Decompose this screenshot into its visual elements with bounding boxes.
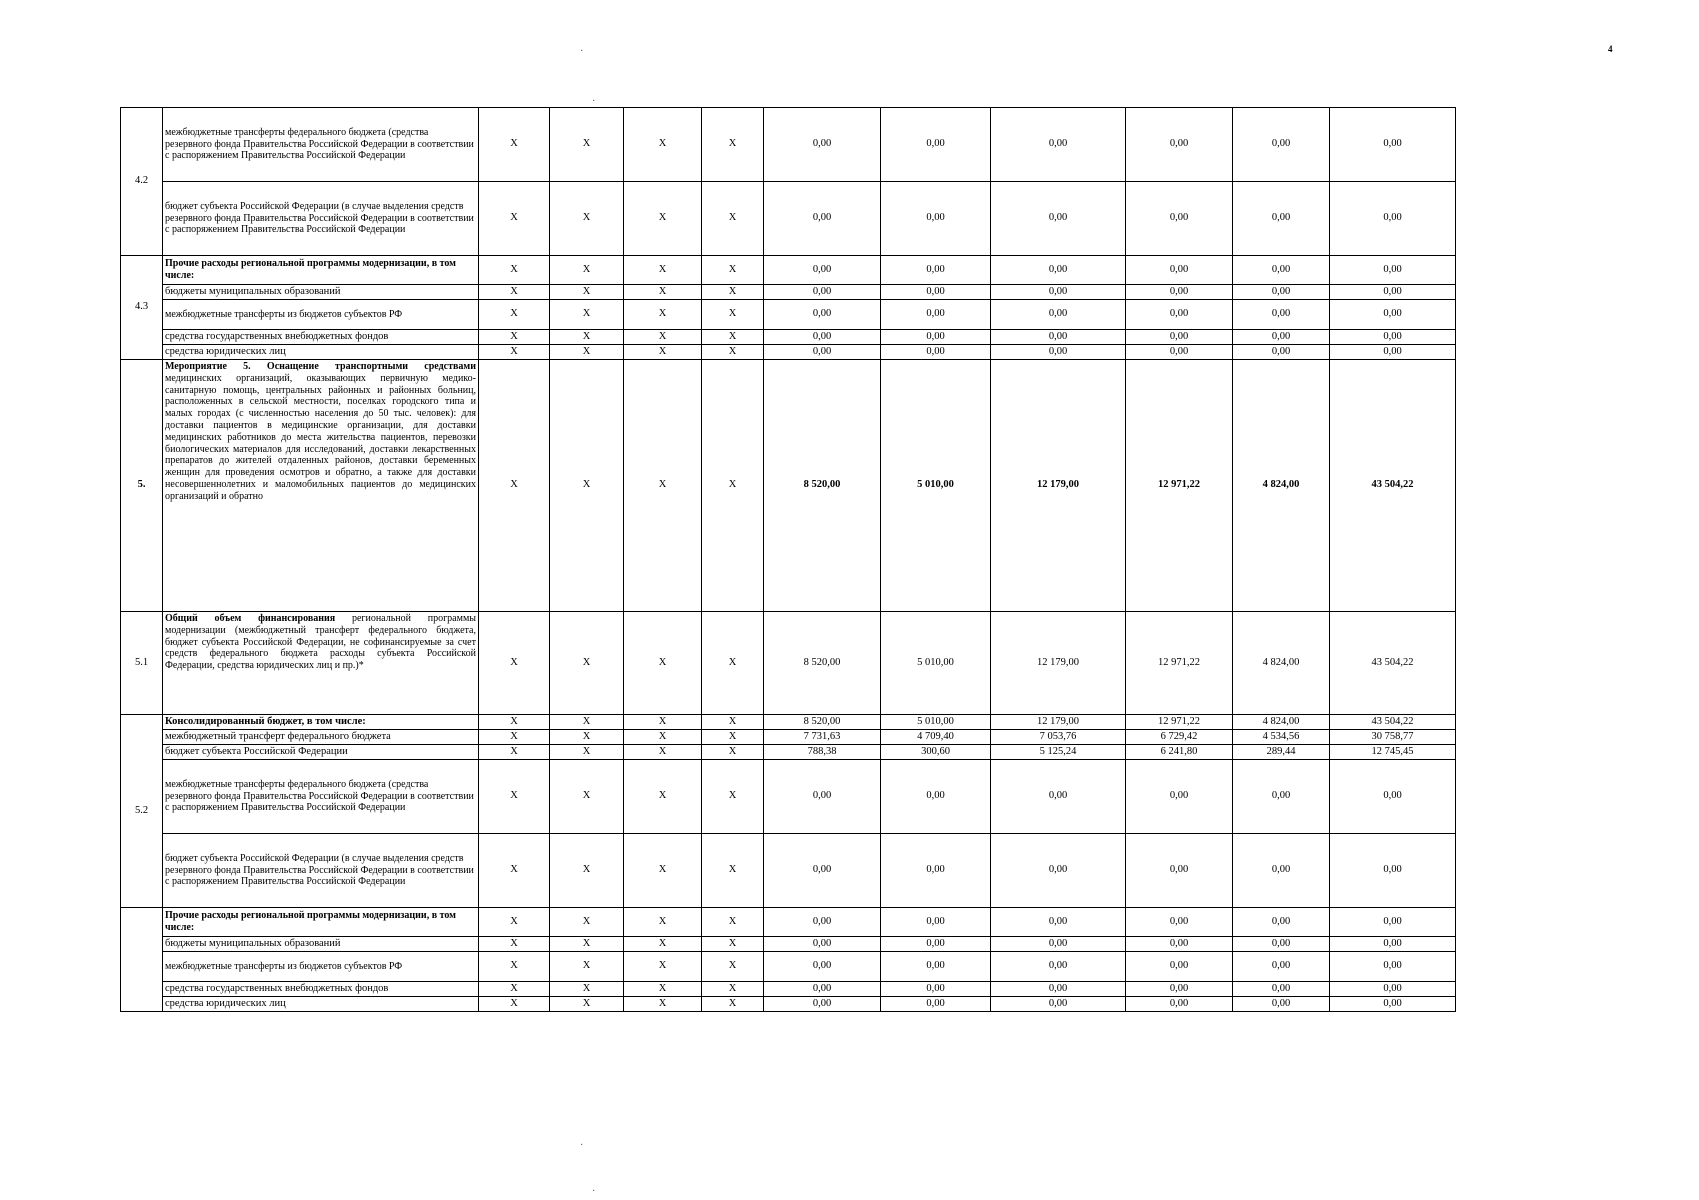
amount-cell: 0,00: [881, 285, 991, 300]
amount-cell: 8 520,00: [764, 715, 881, 730]
table-row: [121, 182, 1456, 256]
row-index-cell: 5.: [121, 360, 163, 612]
table-row: [121, 108, 1456, 182]
x-mark-cell: X: [702, 360, 764, 612]
amount-cell: 12 179,00: [991, 715, 1126, 730]
table-row: [121, 952, 1456, 982]
x-mark-cell: X: [479, 182, 550, 256]
amount-cell: 0,00: [881, 345, 991, 360]
x-mark-cell: X: [702, 285, 764, 300]
amount-cell: 0,00: [1233, 182, 1330, 256]
x-mark-cell: X: [479, 952, 550, 982]
description-cell: [163, 360, 479, 612]
x-mark-cell: X: [624, 730, 702, 745]
x-mark-cell: X: [550, 108, 624, 182]
x-mark-cell: X: [702, 937, 764, 952]
amount-cell: 0,00: [1233, 982, 1330, 997]
amount-cell: 0,00: [1233, 285, 1330, 300]
description-bold-part: Общий объем финансирования: [165, 613, 336, 624]
amount-cell: 5 010,00: [881, 360, 991, 612]
x-mark-cell: X: [479, 108, 550, 182]
x-mark-cell: X: [550, 182, 624, 256]
table-body: [121, 108, 1456, 1012]
x-mark-cell: X: [550, 908, 624, 937]
x-mark-cell: X: [702, 108, 764, 182]
amount-cell: 5 010,00: [881, 715, 991, 730]
row-index-cell: 5.2: [121, 715, 163, 908]
amount-cell: 0,00: [991, 108, 1126, 182]
table-row: [121, 256, 1456, 285]
amount-cell: 8 520,00: [764, 612, 881, 715]
description-cell: Консолидированный бюджет, в том числе:: [163, 715, 479, 730]
amount-cell: 8 520,00: [764, 360, 881, 612]
amount-cell: 788,38: [764, 745, 881, 760]
description-cell: средства государственных внебюджетных фондов: [163, 982, 479, 997]
amount-cell: 12 179,00: [991, 360, 1126, 612]
amount-cell: 0,00: [1126, 982, 1233, 997]
amount-cell: 0,00: [764, 108, 881, 182]
amount-cell: 12 971,22: [1126, 612, 1233, 715]
amount-cell: 5 010,00: [881, 612, 991, 715]
amount-cell: 0,00: [991, 760, 1126, 834]
row-index-cell: [121, 908, 163, 1012]
amount-cell: 12 971,22: [1126, 715, 1233, 730]
amount-cell: 12 971,22: [1126, 360, 1233, 612]
amount-cell: 0,00: [1126, 256, 1233, 285]
x-mark-cell: X: [479, 745, 550, 760]
amount-cell: 0,00: [1126, 285, 1233, 300]
x-mark-cell: X: [479, 982, 550, 997]
table-row: [121, 760, 1456, 834]
x-mark-cell: X: [550, 612, 624, 715]
amount-cell: 7 053,76: [991, 730, 1126, 745]
amount-cell: 0,00: [1126, 330, 1233, 345]
x-mark-cell: X: [702, 997, 764, 1012]
x-mark-cell: X: [624, 345, 702, 360]
table-row: [121, 300, 1456, 330]
amount-cell: 0,00: [764, 952, 881, 982]
amount-cell: 0,00: [1126, 952, 1233, 982]
amount-cell: 0,00: [1330, 108, 1456, 182]
amount-cell: 0,00: [764, 345, 881, 360]
amount-cell: 0,00: [1330, 300, 1456, 330]
amount-cell: 0,00: [764, 300, 881, 330]
amount-cell: 4 824,00: [1233, 715, 1330, 730]
x-mark-cell: X: [479, 937, 550, 952]
x-mark-cell: X: [479, 834, 550, 908]
amount-cell: 0,00: [881, 760, 991, 834]
amount-cell: 0,00: [1126, 300, 1233, 330]
amount-cell: 0,00: [991, 952, 1126, 982]
amount-cell: 7 731,63: [764, 730, 881, 745]
table-row: [121, 745, 1456, 760]
description-cell: бюджеты муниципальных образований: [163, 285, 479, 300]
amount-cell: 0,00: [881, 108, 991, 182]
amount-cell: 0,00: [1126, 908, 1233, 937]
amount-cell: 0,00: [1233, 997, 1330, 1012]
description-bold-part: Мероприятие 5. Оснащение транспортными средствами: [165, 361, 476, 372]
x-mark-cell: X: [624, 745, 702, 760]
amount-cell: 4 824,00: [1233, 612, 1330, 715]
table-row: [121, 345, 1456, 360]
description-cell: бюджет субъекта Российской Федерации (в случае выделения средств резервного фонда Правительства Российской Федерации в соответствии с распоряжением Правительства Российской Федерации: [163, 834, 479, 908]
description-cell: бюджет субъекта Российской Федерации: [163, 745, 479, 760]
amount-cell: 0,00: [991, 330, 1126, 345]
x-mark-cell: X: [550, 982, 624, 997]
table-row: [121, 330, 1456, 345]
x-mark-cell: X: [624, 715, 702, 730]
x-mark-cell: X: [479, 997, 550, 1012]
amount-cell: 0,00: [1126, 108, 1233, 182]
x-mark-cell: X: [702, 300, 764, 330]
amount-cell: 0,00: [1330, 345, 1456, 360]
amount-cell: 0,00: [764, 834, 881, 908]
x-mark-cell: X: [550, 730, 624, 745]
x-mark-cell: X: [624, 285, 702, 300]
x-mark-cell: X: [550, 360, 624, 612]
amount-cell: 0,00: [881, 300, 991, 330]
x-mark-cell: X: [479, 345, 550, 360]
amount-cell: 0,00: [1330, 256, 1456, 285]
description-cell: [163, 612, 479, 715]
x-mark-cell: X: [550, 330, 624, 345]
x-mark-cell: X: [479, 715, 550, 730]
amount-cell: 0,00: [764, 182, 881, 256]
amount-cell: 0,00: [764, 285, 881, 300]
amount-cell: 0,00: [1233, 330, 1330, 345]
amount-cell: 0,00: [991, 256, 1126, 285]
amount-cell: 300,60: [881, 745, 991, 760]
x-mark-cell: X: [550, 745, 624, 760]
x-mark-cell: X: [624, 182, 702, 256]
x-mark-cell: X: [550, 952, 624, 982]
page-number: 4: [1608, 44, 1613, 54]
amount-cell: 0,00: [1330, 908, 1456, 937]
description-cell: средства юридических лиц: [163, 997, 479, 1012]
description-cell: межбюджетный трансферт федерального бюджета: [163, 730, 479, 745]
amount-cell: 43 504,22: [1330, 715, 1456, 730]
x-mark-cell: X: [550, 285, 624, 300]
amount-cell: 0,00: [881, 952, 991, 982]
amount-cell: 0,00: [881, 937, 991, 952]
x-mark-cell: X: [624, 330, 702, 345]
amount-cell: 0,00: [764, 330, 881, 345]
x-mark-cell: X: [702, 834, 764, 908]
amount-cell: 0,00: [881, 256, 991, 285]
row-index-cell: 5.1: [121, 612, 163, 715]
x-mark-cell: X: [702, 952, 764, 982]
x-mark-cell: X: [624, 952, 702, 982]
description-text: медицинских организаций, оказывающих первичную медико-санитарную помощь, центральных районных и районных больниц, расположенных в сельской местности, поселках городского типа и малых городах (с численностью населения до 50 тыс. человек): для доставки пациентов в медицинские организации, для доставки медицинских работников до места жительства пациентов, перевозки биологических материалов для исследований, доставки лекарственных препаратов до жителей отдаленных районов, доставки беременных женщин для проведения осмотров и обратно, а также для доставки несовершеннолетних и маломобильных пациентов до медицинских организаций и обратно: [165, 372, 476, 502]
table-row: [121, 612, 1456, 715]
table-row: [121, 982, 1456, 997]
table-row: [121, 360, 1456, 612]
amount-cell: 0,00: [991, 285, 1126, 300]
table-row: [121, 834, 1456, 908]
amount-cell: 30 758,77: [1330, 730, 1456, 745]
x-mark-cell: X: [624, 760, 702, 834]
amount-cell: 0,00: [1233, 908, 1330, 937]
description-cell: бюджет субъекта Российской Федерации (в случае выделения средств резервного фонда Правительства Российской Федерации в соответствии с распоряжением Правительства Российской Федерации: [163, 182, 479, 256]
amount-cell: 0,00: [764, 760, 881, 834]
amount-cell: 0,00: [991, 300, 1126, 330]
amount-cell: 4 534,56: [1233, 730, 1330, 745]
description-cell: межбюджетные трансферты из бюджетов субъектов РФ: [163, 300, 479, 330]
amount-cell: 0,00: [1126, 760, 1233, 834]
description-cell: Прочие расходы региональной программы модернизации, в том числе:: [163, 256, 479, 285]
amount-cell: 0,00: [991, 182, 1126, 256]
x-mark-cell: X: [479, 760, 550, 834]
amount-cell: 0,00: [1233, 345, 1330, 360]
x-mark-cell: X: [624, 908, 702, 937]
x-mark-cell: X: [479, 360, 550, 612]
amount-cell: 0,00: [764, 256, 881, 285]
amount-cell: 0,00: [1126, 834, 1233, 908]
table-row: [121, 908, 1456, 937]
description-text: региональной программы модернизации (межбюджетный трансферт федерального бюджета, бюджет субъекта Российской Федерации, не софинансируемые за счет средств федерального бюджета расходы субъекта Российской Федерации, средства юридических лиц и пр.)*: [165, 613, 476, 672]
amount-cell: 0,00: [881, 834, 991, 908]
x-mark-cell: X: [624, 982, 702, 997]
scan-speck: ·: [580, 1140, 584, 1151]
amount-cell: 0,00: [991, 345, 1126, 360]
x-mark-cell: X: [624, 108, 702, 182]
description-cell: средства юридических лиц: [163, 345, 479, 360]
amount-cell: 0,00: [764, 982, 881, 997]
amount-cell: 0,00: [991, 937, 1126, 952]
amount-cell: 0,00: [881, 997, 991, 1012]
x-mark-cell: X: [624, 834, 702, 908]
x-mark-cell: X: [702, 330, 764, 345]
scan-speck: ·: [580, 46, 584, 57]
amount-cell: 6 241,80: [1126, 745, 1233, 760]
amount-cell: 6 729,42: [1126, 730, 1233, 745]
x-mark-cell: X: [624, 937, 702, 952]
description-cell: межбюджетные трансферты федерального бюджета (средства резервного фонда Правительства Российской Федерации в соответствии с распоряжением Правительства Российской Федерации: [163, 108, 479, 182]
description-cell: средства государственных внебюджетных фондов: [163, 330, 479, 345]
amount-cell: 0,00: [764, 997, 881, 1012]
amount-cell: 0,00: [1233, 760, 1330, 834]
amount-cell: 0,00: [1126, 997, 1233, 1012]
table-row: [121, 715, 1456, 730]
x-mark-cell: X: [702, 982, 764, 997]
x-mark-cell: X: [550, 937, 624, 952]
x-mark-cell: X: [624, 997, 702, 1012]
x-mark-cell: X: [479, 256, 550, 285]
x-mark-cell: X: [550, 256, 624, 285]
financing-table: [120, 107, 1456, 1012]
amount-cell: 0,00: [764, 908, 881, 937]
description-cell: межбюджетные трансферты федерального бюджета (средства резервного фонда Правительства Российской Федерации в соответствии с распоряжением Правительства Российской Федерации: [163, 760, 479, 834]
amount-cell: 0,00: [1330, 760, 1456, 834]
amount-cell: 0,00: [991, 834, 1126, 908]
x-mark-cell: X: [550, 300, 624, 330]
amount-cell: 0,00: [881, 182, 991, 256]
amount-cell: 0,00: [1233, 952, 1330, 982]
amount-cell: 0,00: [1233, 300, 1330, 330]
amount-cell: 289,44: [1233, 745, 1330, 760]
amount-cell: 0,00: [1126, 345, 1233, 360]
amount-cell: 0,00: [1233, 108, 1330, 182]
scan-speck: ·: [592, 1186, 596, 1197]
amount-cell: 0,00: [1126, 182, 1233, 256]
x-mark-cell: X: [624, 256, 702, 285]
x-mark-cell: X: [702, 760, 764, 834]
x-mark-cell: X: [702, 715, 764, 730]
table-row: [121, 997, 1456, 1012]
x-mark-cell: X: [479, 285, 550, 300]
amount-cell: 0,00: [1233, 834, 1330, 908]
row-index-cell: 4.3: [121, 256, 163, 360]
amount-cell: 12 179,00: [991, 612, 1126, 715]
x-mark-cell: X: [479, 300, 550, 330]
x-mark-cell: X: [702, 730, 764, 745]
amount-cell: 0,00: [1233, 937, 1330, 952]
x-mark-cell: X: [550, 345, 624, 360]
x-mark-cell: X: [702, 345, 764, 360]
amount-cell: 0,00: [1330, 182, 1456, 256]
amount-cell: 0,00: [1330, 330, 1456, 345]
amount-cell: 0,00: [881, 982, 991, 997]
amount-cell: 0,00: [1330, 937, 1456, 952]
amount-cell: 0,00: [881, 330, 991, 345]
amount-cell: 43 504,22: [1330, 612, 1456, 715]
x-mark-cell: X: [702, 612, 764, 715]
x-mark-cell: X: [550, 760, 624, 834]
table-row: [121, 730, 1456, 745]
amount-cell: 43 504,22: [1330, 360, 1456, 612]
description-cell: бюджеты муниципальных образований: [163, 937, 479, 952]
amount-cell: 0,00: [991, 908, 1126, 937]
amount-cell: 0,00: [1330, 997, 1456, 1012]
table-row: [121, 285, 1456, 300]
x-mark-cell: X: [479, 730, 550, 745]
amount-cell: 0,00: [991, 997, 1126, 1012]
x-mark-cell: X: [550, 997, 624, 1012]
amount-cell: 0,00: [1330, 952, 1456, 982]
amount-cell: 5 125,24: [991, 745, 1126, 760]
amount-cell: 0,00: [1330, 982, 1456, 997]
amount-cell: 0,00: [881, 908, 991, 937]
scan-speck: ·: [592, 96, 596, 107]
amount-cell: 0,00: [1126, 937, 1233, 952]
x-mark-cell: X: [550, 834, 624, 908]
description-cell: Прочие расходы региональной программы модернизации, в том числе:: [163, 908, 479, 937]
description-cell: межбюджетные трансферты из бюджетов субъектов РФ: [163, 952, 479, 982]
amount-cell: 12 745,45: [1330, 745, 1456, 760]
x-mark-cell: X: [479, 330, 550, 345]
amount-cell: 0,00: [1330, 285, 1456, 300]
amount-cell: 0,00: [991, 982, 1126, 997]
x-mark-cell: X: [479, 612, 550, 715]
amount-cell: 0,00: [764, 937, 881, 952]
table-row: [121, 937, 1456, 952]
x-mark-cell: X: [550, 715, 624, 730]
x-mark-cell: X: [702, 256, 764, 285]
x-mark-cell: X: [479, 908, 550, 937]
x-mark-cell: X: [624, 612, 702, 715]
row-index-cell: 4.2: [121, 108, 163, 256]
amount-cell: 0,00: [1330, 834, 1456, 908]
x-mark-cell: X: [702, 182, 764, 256]
x-mark-cell: X: [624, 300, 702, 330]
x-mark-cell: X: [702, 745, 764, 760]
amount-cell: 4 824,00: [1233, 360, 1330, 612]
x-mark-cell: X: [624, 360, 702, 612]
x-mark-cell: X: [702, 908, 764, 937]
amount-cell: 0,00: [1233, 256, 1330, 285]
amount-cell: 4 709,40: [881, 730, 991, 745]
